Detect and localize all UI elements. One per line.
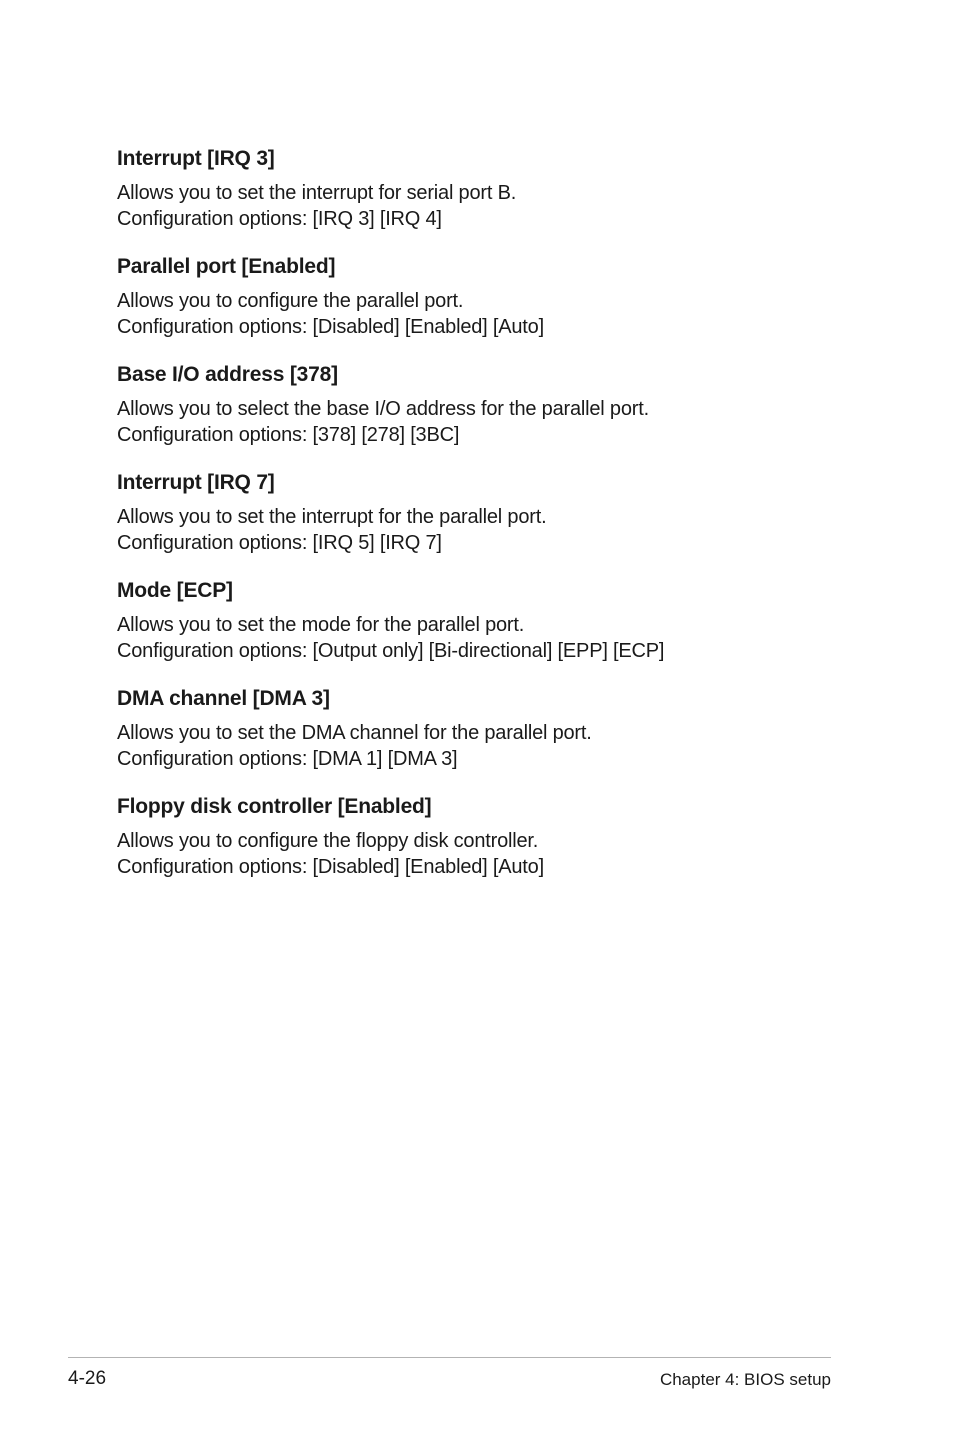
section-base-io-address [117,360,877,468]
footer-page-number: 4-26 [68,1368,107,1389]
section-options: Configuration options: [378] [278] [3BC] [117,424,460,446]
section-description: Allows you to select the base I/O address for the parallel port. [117,398,649,420]
section-description: Allows you to set the DMA channel for the parallel port. [117,722,592,744]
section-title: Interrupt [IRQ 7] [117,471,275,494]
section-title: Mode [ECP] [117,579,233,602]
section-options: Configuration options: [IRQ 3] [IRQ 4] [117,208,442,230]
section-options: Configuration options: [IRQ 5] [IRQ 7] [117,532,442,554]
section-description: Allows you to set the interrupt for the parallel port. [117,506,547,528]
section-description: Allows you to configure the floppy disk controller. [117,830,539,852]
section-interrupt-irq7 [117,468,877,576]
section-dma-channel [117,684,877,792]
footer-chapter-title: Chapter 4: BIOS setup [659,1370,831,1389]
section-title: Interrupt [IRQ 3] [117,147,275,170]
section-floppy-disk-controller [117,792,877,900]
section-title: Floppy disk controller [Enabled] [117,795,432,818]
section-title: Parallel port [Enabled] [117,255,336,278]
section-description: Allows you to configure the parallel port. [117,290,464,312]
section-options: Configuration options: [Output only] [Bi-directional] [EPP] [ECP] [117,640,665,662]
section-options: Configuration options: [Disabled] [Enabled] [Auto] [117,856,544,878]
section-description: Allows you to set the interrupt for serial port B. [117,182,517,204]
document-body [117,144,877,900]
section-mode [117,576,877,684]
section-interrupt-irq3 [117,144,877,252]
section-options: Configuration options: [Disabled] [Enabled] [Auto] [117,316,544,338]
section-title: Base I/O address [378] [117,363,338,386]
section-options: Configuration options: [DMA 1] [DMA 3] [117,748,458,770]
footer-divider [68,1357,831,1358]
section-description: Allows you to set the mode for the parallel port. [117,614,525,636]
section-parallel-port [117,252,877,360]
section-title: DMA channel [DMA 3] [117,687,330,710]
